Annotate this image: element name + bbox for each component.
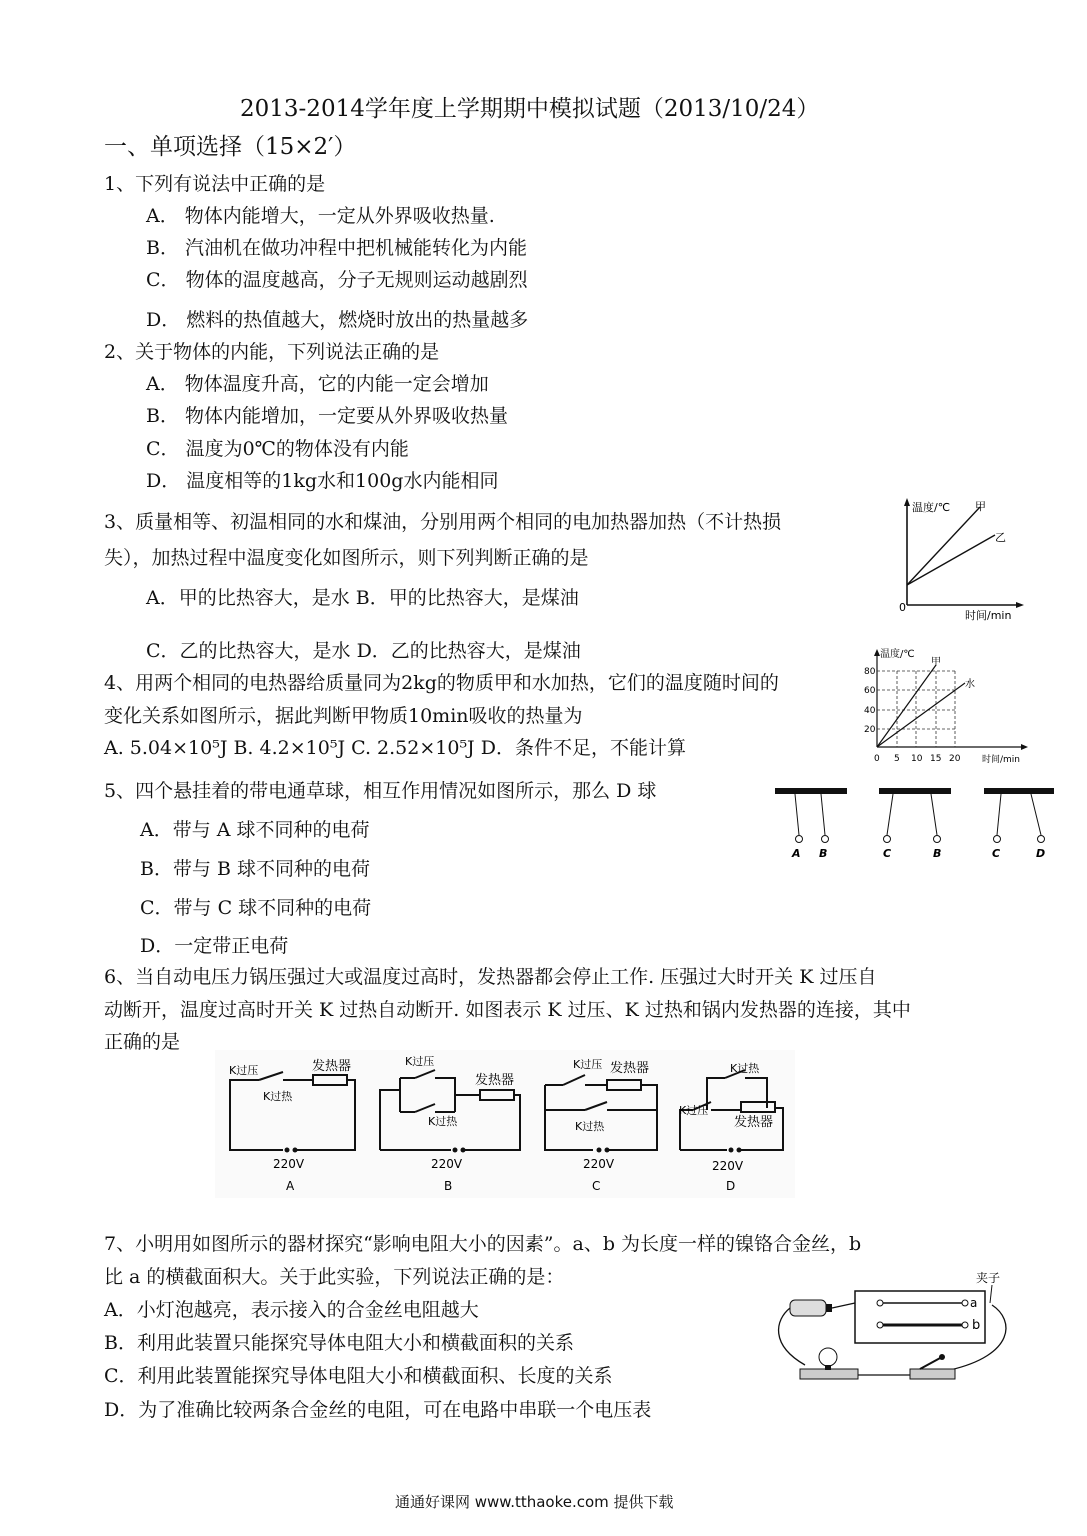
q7-stem-line1: 7、小明用如图所示的器材探究“影响电阻大小的因素”。a、b 为长度一样的镍铬合金丝，b <box>104 1233 862 1255</box>
q7-stem-line2: 比 a 的横截面积大。关于此实验，下列说法正确的是： <box>104 1266 565 1288</box>
q7-figure <box>770 1265 1030 1395</box>
q2-stem: 2、关于物体的内能，下列说法正确的是 <box>104 341 440 363</box>
q5-figure <box>775 785 1060 865</box>
q4-stem-line2: 变化关系如图所示，据此判断甲物质10min吸收的热量为 <box>104 705 583 727</box>
q3-ylabel: 温度/℃ <box>912 501 951 514</box>
q6-b-kp-label: K过压 <box>405 1055 435 1068</box>
q4-options: A. 5.04×10⁵J B. 4.2×10⁵J C. 2.52×10⁵J D．条件不足，不能计算 <box>104 737 686 759</box>
q5-ball-label: C <box>992 847 1001 860</box>
section-heading: 一、单项选择（15×2′） <box>104 134 357 160</box>
q3-stem-line1: 3、质量相等、初温相同的水和煤油，分别用两个相同的电加热器加热（不计热损 <box>104 511 782 533</box>
q5-ball-label: B <box>933 847 942 860</box>
q4-ytick: 40 <box>864 706 876 716</box>
q7-option-b: B．利用此装置只能探究导体电阻大小和横截面积的关系 <box>104 1332 574 1354</box>
q4-figure <box>860 645 1030 770</box>
q4-xtick: 10 <box>911 754 923 764</box>
q7-option-a: A．小灯泡越亮，表示接入的合金丝电阻越大 <box>104 1299 479 1321</box>
q1-option-b: B． 汽油机在做功冲程中把机械能转化为内能 <box>146 237 528 259</box>
q1-option-a: A． 物体内能增大，一定从外界吸收热量. <box>146 205 495 227</box>
q4-xtick: 20 <box>949 754 961 764</box>
q1-stem: 1、下列有说法中正确的是 <box>104 173 326 195</box>
q1-option-d: D． 燃料的热值越大，燃烧时放出的热量越多 <box>146 309 529 331</box>
q7-clip-label: 夹子 <box>976 1271 1001 1285</box>
q5-option-c: C．带与 C 球不同种的电荷 <box>140 897 372 919</box>
q4-series-b: 水 <box>965 679 975 690</box>
q4-ytick: 60 <box>864 686 876 696</box>
q6-a-kp-label: K过压 <box>229 1064 259 1077</box>
q3-options-ab: A．甲的比热容大，是水 B．甲的比热容大，是煤油 <box>146 587 579 609</box>
q6-stem-line2: 动断开，温度过高时开关 K 过热自动断开. 如图表示 K 过压、K 过热和锅内发热器的连接，其中 <box>104 999 911 1021</box>
q4-xtick: 0 <box>874 754 880 764</box>
q6-figure <box>215 1050 795 1200</box>
q6-c-kh-label: K过热 <box>575 1120 605 1133</box>
q6-d-kh-label: K过热 <box>730 1062 760 1075</box>
q5-ball-label: C <box>883 847 892 860</box>
q3-series-b: 乙 <box>995 531 1006 544</box>
q6-a-kh-label: K过热 <box>263 1090 293 1103</box>
q7-option-d: D．为了准确比较两条合金丝的电阻，可在电路中串联一个电压表 <box>104 1399 652 1421</box>
q6-d-voltage: 220V <box>712 1159 744 1173</box>
q6-b-heater-label: 发热器 <box>475 1073 515 1088</box>
q6-label-b: B <box>444 1179 453 1193</box>
page-title: 2013-2014学年度上学期期中模拟试题（2013/10/24） <box>240 96 820 122</box>
q6-c-heater-label: 发热器 <box>610 1061 650 1076</box>
q5-option-a: A．带与 A 球不同种的电荷 <box>140 819 370 841</box>
q6-a-heater-label: 发热器 <box>312 1059 352 1074</box>
q5-stem: 5、四个悬挂着的带电通草球，相互作用情况如图所示，那么 D 球 <box>104 780 657 802</box>
q4-xtick: 15 <box>930 754 942 764</box>
q3-stem-line2: 失），加热过程中温度变化如图所示，则下列判断正确的是 <box>104 547 589 569</box>
q6-b-voltage: 220V <box>431 1157 463 1171</box>
q5-option-b: B．带与 B 球不同种的电荷 <box>140 858 371 880</box>
q4-ylabel: 温度/℃ <box>880 649 915 660</box>
q7-wire-a-label: a <box>970 1296 978 1310</box>
q6-b-kh-label: K过热 <box>428 1115 458 1128</box>
q4-stem-line1: 4、用两个相同的电热器给质量同为2kg的物质甲和水加热，它们的温度随时间的 <box>104 672 779 694</box>
q6-d-kp-label: K过压 <box>679 1104 709 1117</box>
q3-series-a: 甲 <box>975 500 986 513</box>
q4-ytick: 80 <box>864 667 876 677</box>
q6-a-voltage: 220V <box>273 1157 305 1171</box>
q2-option-b: B． 物体内能增加，一定要从外界吸收热量 <box>146 405 509 427</box>
q5-option-d: D．一定带正电荷 <box>140 935 289 957</box>
q1-option-c: C． 物体的温度越高，分子无规则运动越剧烈 <box>146 269 528 291</box>
q5-ball-label: A <box>792 847 801 860</box>
q2-option-d: D． 温度相等的1kg水和100g水内能相同 <box>146 470 499 492</box>
q6-c-voltage: 220V <box>583 1157 615 1171</box>
q4-xtick: 5 <box>894 754 900 764</box>
q4-xlabel: 时间/min <box>982 755 1021 765</box>
footer-text: 通通好课网 www.tthaoke.com 提供下载 <box>395 1493 674 1511</box>
q7-option-c: C．利用此装置能探究导体电阻大小和横截面积、长度的关系 <box>104 1365 613 1387</box>
q3-figure <box>895 495 1025 625</box>
q6-label-a: A <box>286 1179 295 1193</box>
q6-label-d: D <box>726 1179 736 1193</box>
q3-xlabel: 时间/min <box>965 609 1012 622</box>
q4-series-a: 甲 <box>931 657 941 668</box>
q6-stem-line3: 正确的是 <box>104 1031 181 1053</box>
q2-option-c: C． 温度为0℃的物体没有内能 <box>146 438 409 460</box>
q3-options-cd: C．乙的比热容大，是水 D．乙的比热容大，是煤油 <box>146 640 581 662</box>
q6-stem-line1: 6、当自动电压力锅压强过大或温度过高时，发热器都会停止工作. 压强过大时开关 K 过压自 <box>104 966 877 988</box>
q4-ytick: 20 <box>864 725 876 735</box>
q6-label-c: C <box>592 1179 601 1193</box>
q2-option-a: A． 物体温度升高，它的内能一定会增加 <box>146 373 489 395</box>
q7-wire-b-label: b <box>972 1318 981 1333</box>
q5-ball-label: B <box>819 847 828 860</box>
q6-d-heater-label: 发热器 <box>734 1115 774 1130</box>
q6-c-kp-label: K过压 <box>573 1058 603 1071</box>
q5-ball-label: D <box>1036 847 1046 860</box>
q3-origin: 0 <box>899 601 906 614</box>
